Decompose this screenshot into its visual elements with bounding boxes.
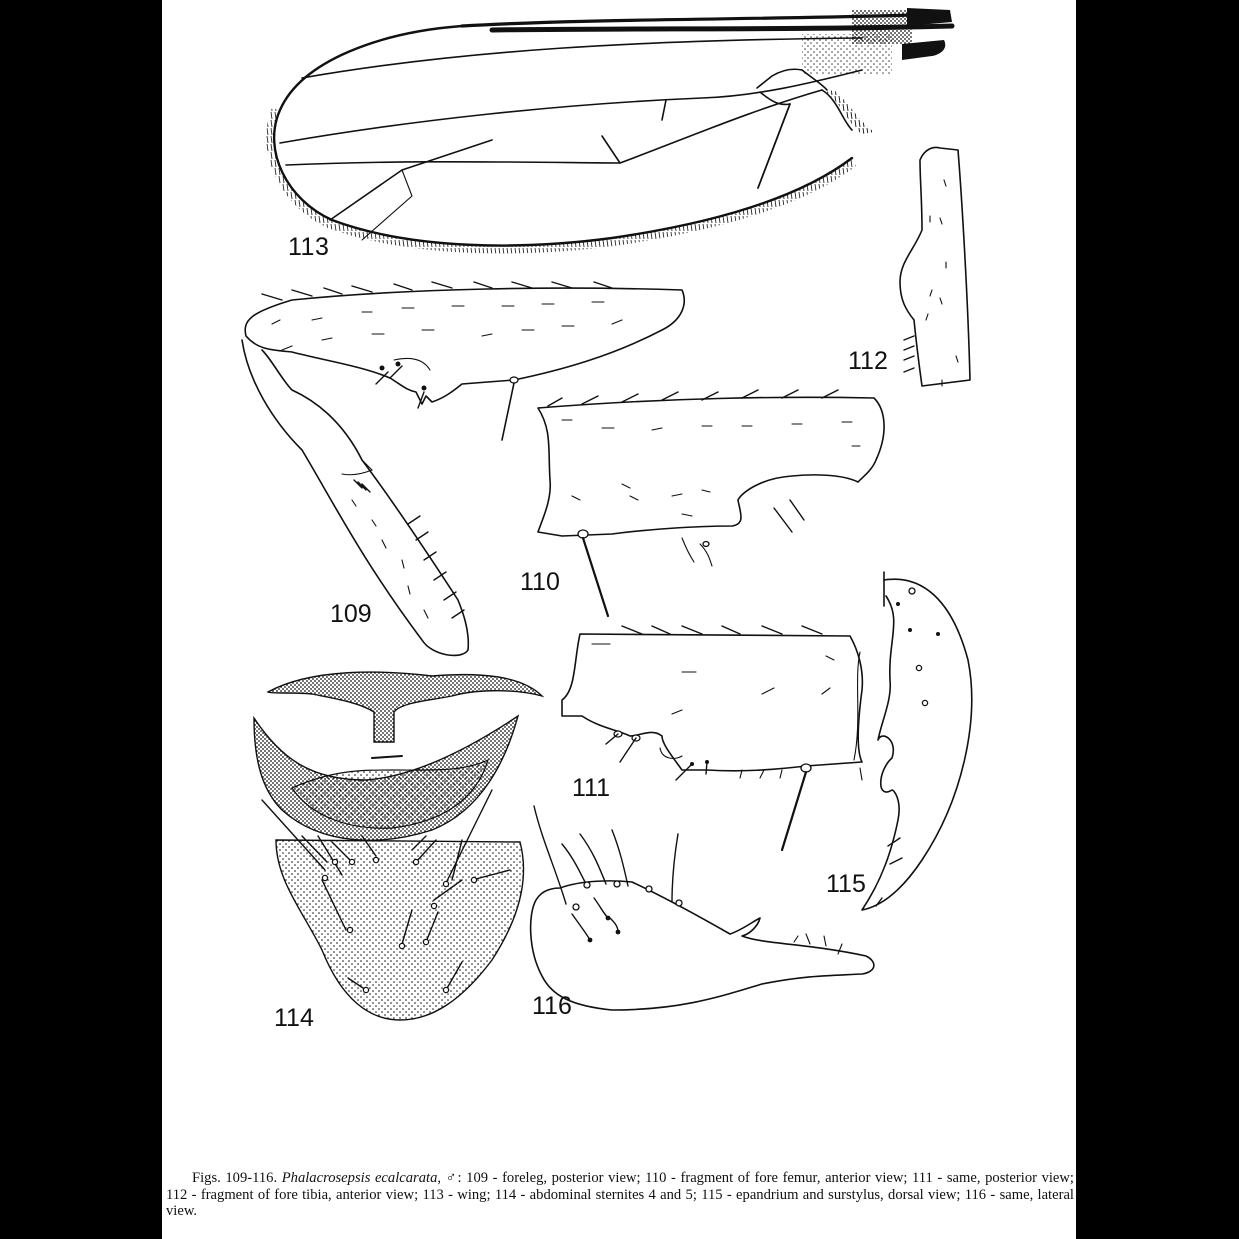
- foreleg-drawing: [242, 282, 684, 655]
- wing-drawing: [266, 8, 952, 253]
- fig-111-label: 111: [572, 774, 611, 802]
- caption-lead: Figs. 109-116.: [192, 1170, 278, 1186]
- fore-femur-posterior-drawing: [562, 626, 862, 850]
- fore-tibia-fragment-drawing: [900, 148, 970, 387]
- figure-caption: [166, 1170, 1074, 1220]
- paper-page: [162, 0, 1076, 1239]
- fig-112-label: 112: [848, 347, 888, 375]
- fig-115-label: 115: [826, 870, 866, 898]
- fig-116-label: 116: [532, 992, 572, 1020]
- caption-body: 109 - foreleg, posterior view; 110 - fragment of fore femur, anterior view; 111 - same, posterior view; 112 - fragment of fore tibia, anterior view; 113 - wing; 114 - abdominal sternites 4 and 5; 115 - epandrium and surstylus, dorsal view; 116 - same, lateral view.: [166, 1170, 1074, 1219]
- epandrium-dorsal-drawing: [854, 572, 972, 910]
- plate-drawings: [162, 0, 1076, 1150]
- fig-110-label: 110: [520, 568, 560, 596]
- fore-femur-anterior-drawing: [538, 390, 884, 616]
- abdominal-sternites-drawing: [254, 672, 542, 1020]
- caption-species-name: Phalacrosepsis ecalcarata: [281, 1170, 438, 1186]
- fig-113-label: 113: [288, 233, 330, 261]
- fig-109-label: 109: [330, 600, 372, 628]
- fig-114-label: 114: [274, 1004, 314, 1032]
- caption-sex-symbol: , ♂:: [437, 1170, 467, 1186]
- epandrium-lateral-drawing: [531, 806, 874, 1010]
- figure-plate: [162, 0, 1076, 1150]
